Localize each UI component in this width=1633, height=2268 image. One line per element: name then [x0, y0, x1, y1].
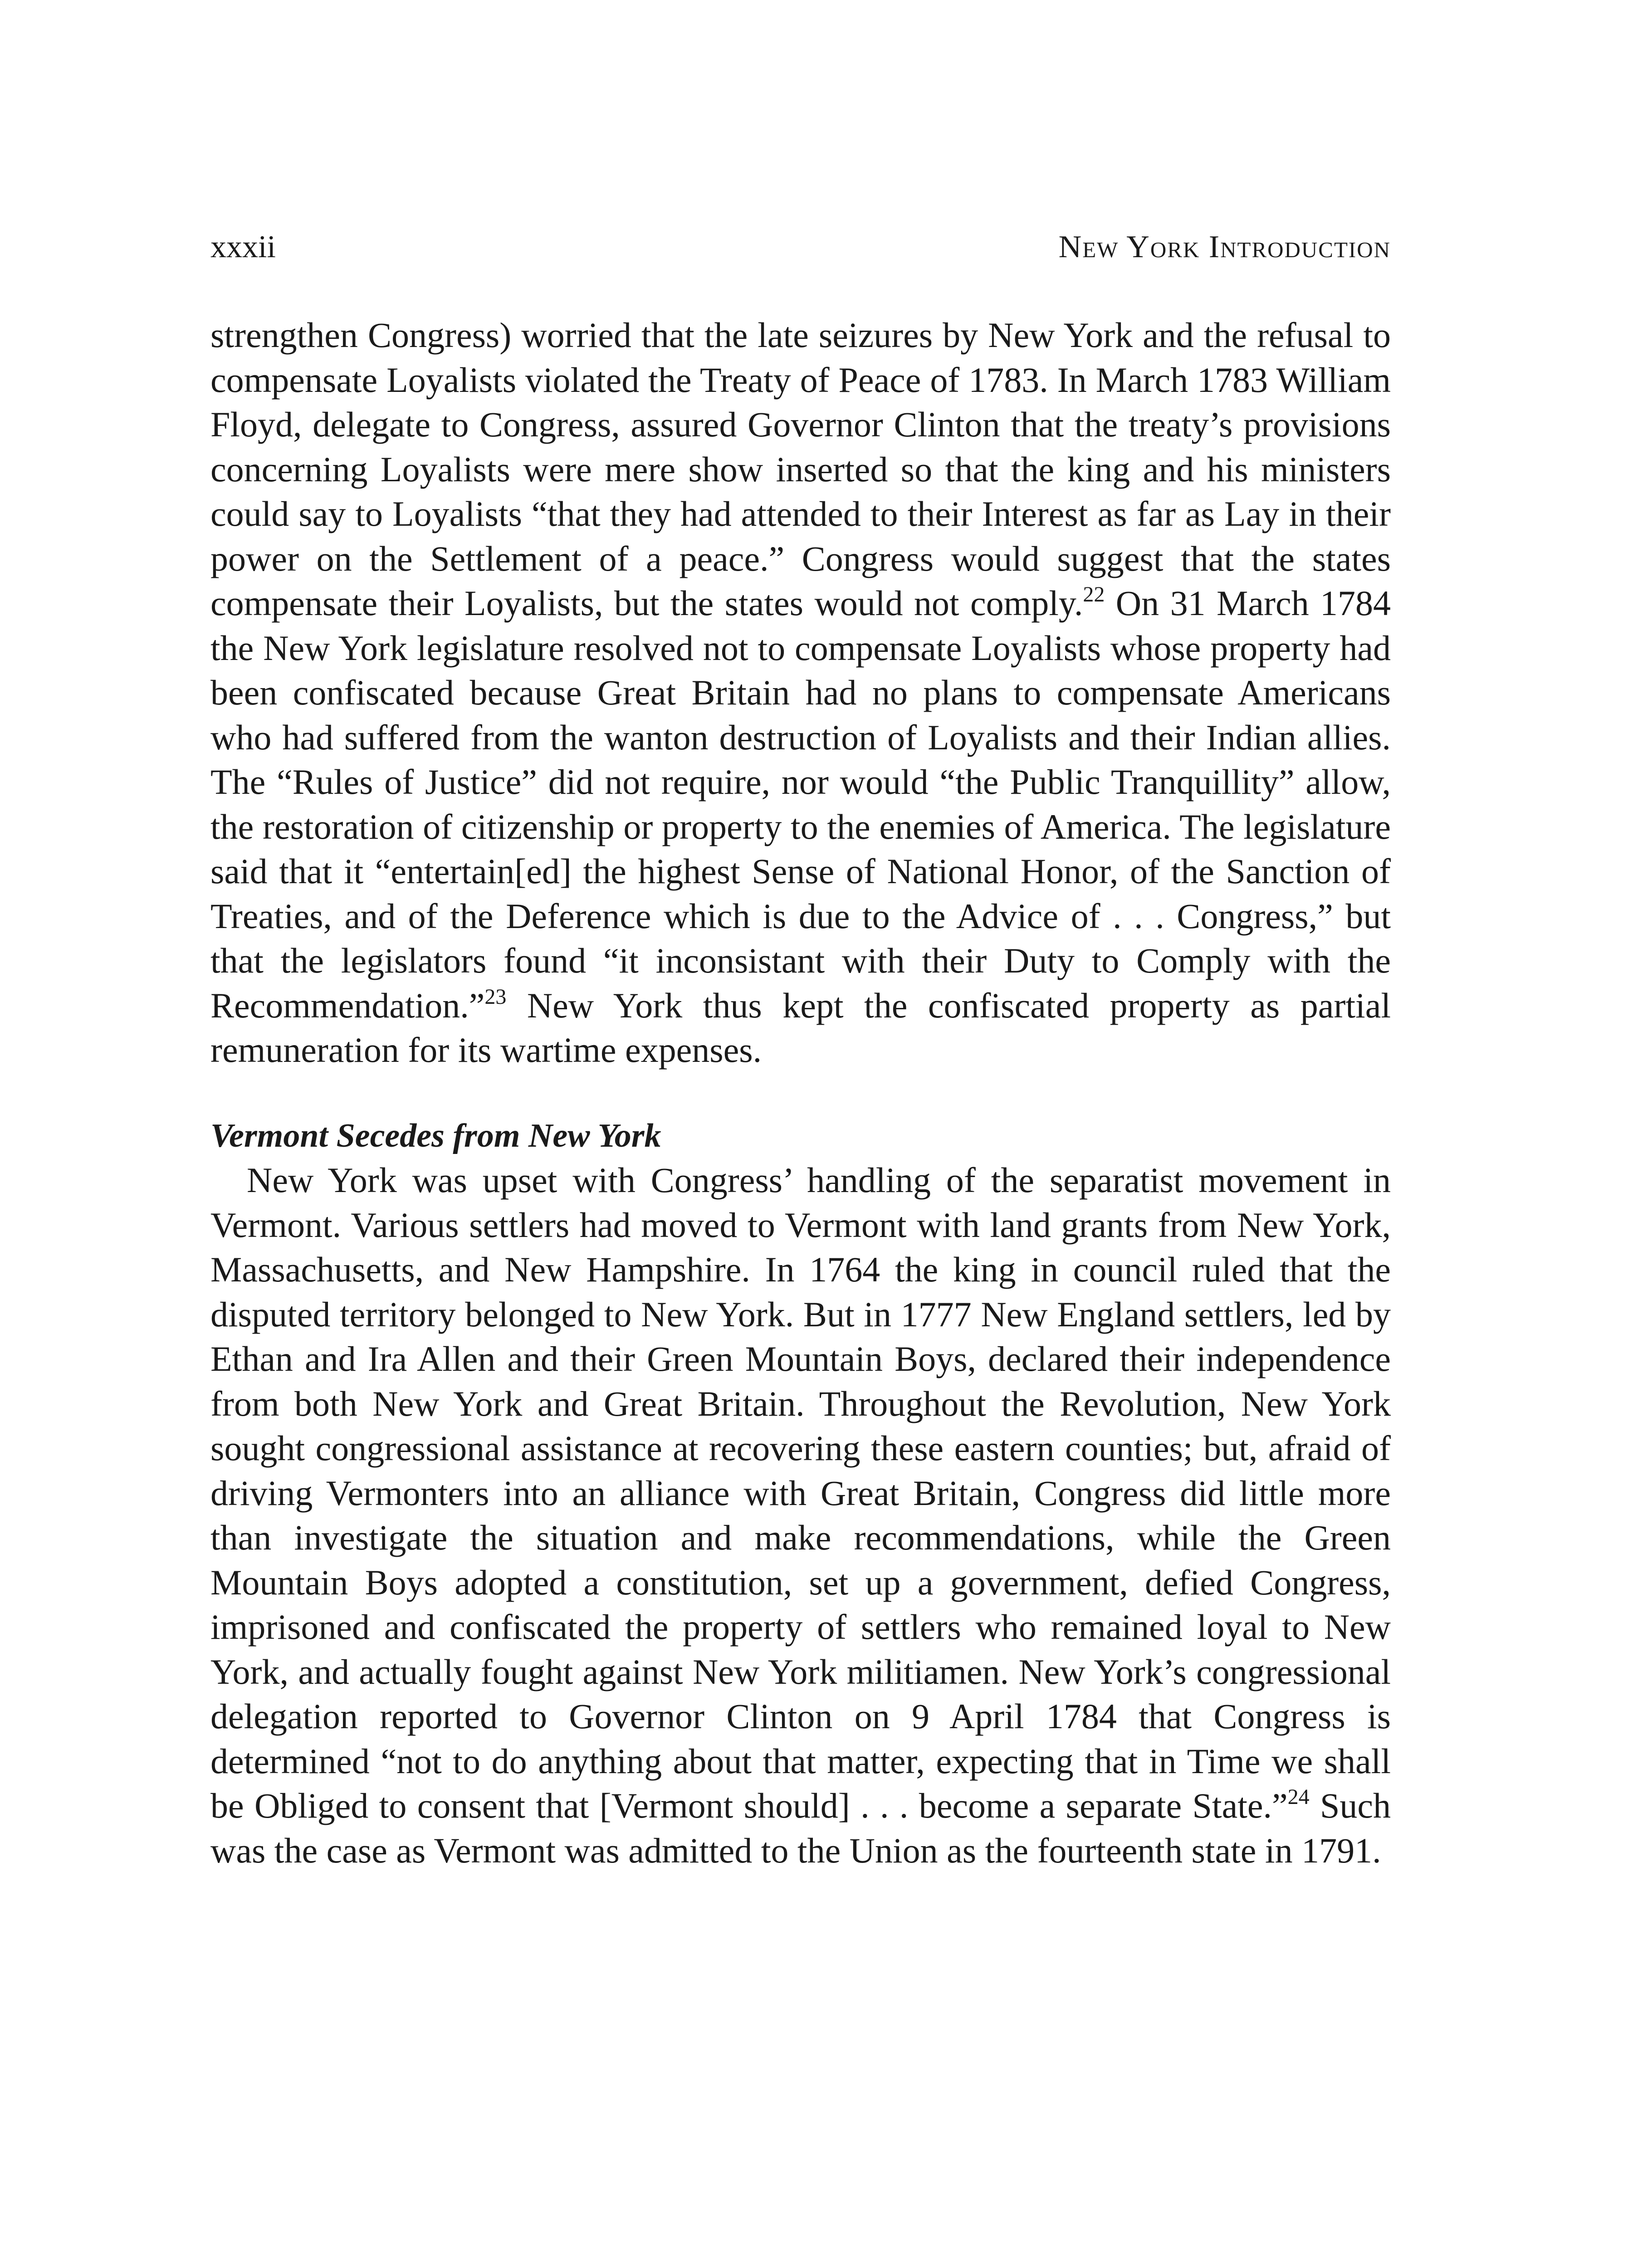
running-title: New York Introduction	[1058, 230, 1391, 264]
paragraph-text: New York thus kept the confiscated property as partial remuneration for its wartime expenses.	[210, 985, 1391, 1070]
body-text	[210, 313, 1391, 1873]
page-number: xxxii	[210, 230, 276, 264]
paragraph-vermont	[210, 1158, 1391, 1873]
paragraph-text: strengthen Congress) worried that the late seizures by New York and the refusal to compensate Loyalists violated the Treaty of Peace of 1783. In March 1783 William Floyd, delegate to Congress, assured Governor Clinton that the treaty’s provisions concerning Loyalists were mere show inserted so that the king and his ministers could say to Loyalists “that they had attended to their Interest as far as Lay in their power on the Settlement of a peace.” Congress would suggest that the states compensate their Loyalists, but the states would not comply.	[210, 315, 1391, 623]
running-head	[210, 227, 1391, 268]
section-heading: Vermont Secedes from New York	[210, 1117, 661, 1154]
paragraph-loyalists	[210, 313, 1391, 1073]
footnote-ref-22: 22	[1083, 582, 1105, 606]
footnote-ref-24: 24	[1287, 1785, 1310, 1809]
paragraph-text: New York was upset with Congress’ handling of the separatist movement in Vermont. Various settlers had moved to Vermont with land grants from New York, Massachusetts, and New Hampshire. In 1764 the king in council ruled that the disputed territory belonged to New York. But in 1777 New England settlers, led by Ethan and Ira Allen and their Green Mountain Boys, declared their independence from both New York and Great Britain. Throughout the Revolution, New York sought congressional assistance at recovering these eastern counties; but, afraid of driving Vermonters into an alliance with Great Britain, Congress did little more than investigate the situation and make recommendations, while the Green Mountain Boys adopted a constitution, set up a government, defied Congress, imprisoned and confiscated the property of settlers who remained loyal to New York, and actually fought against New York militiamen. New York’s congressional delegation reported to Governor Clinton on 9 April 1784 that Congress is determined “not to do anything about that matter, expecting that in Time we shall be Obliged to consent that [Vermont should] . . . become a separate State.”	[210, 1160, 1391, 1825]
paragraph-text: Such was the case as Vermont was admitted to the Union as the fourteenth state in 1791.	[210, 1786, 1391, 1870]
paragraph-text: On 31 March 1784 the New York legislature resolved not to compensate Loyalists whose property had been confiscated because Great Britain had no plans to compensate Americans who had suffered from the wanton destruction of Loyalists and their Indian allies. The “Rules of Justice” did not require, nor would “the Public Tranquillity” allow, the restoration of citizenship or property to the enemies of America. The legislature said that it “entertain[ed] the highest Sense of National Honor, of the Sanction of Treaties, and of the Deference which is due to the Advice of . . . Congress,” but that the legislators found “it inconsistant with their Duty to Comply with the Recommendation.”	[210, 583, 1391, 1025]
footnote-ref-23: 23	[484, 984, 507, 1009]
